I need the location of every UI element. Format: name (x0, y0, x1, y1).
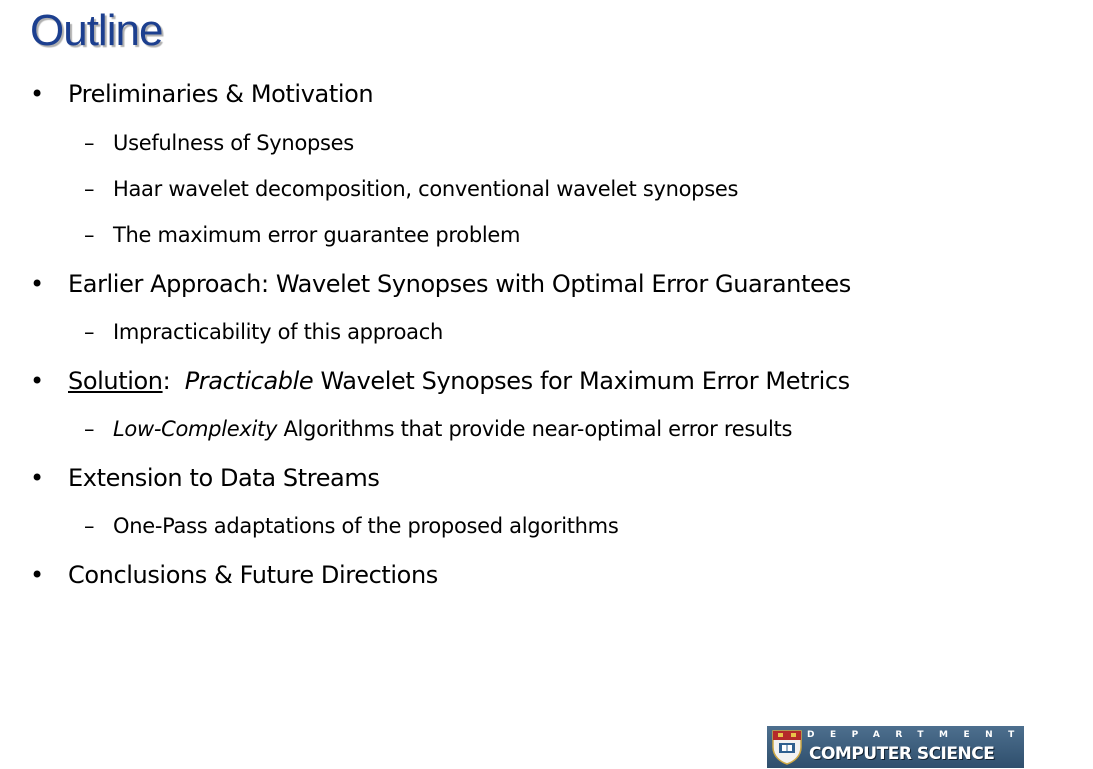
bullet-text-rest: Wavelet Synopses for Maximum Error Metrics (313, 367, 850, 395)
bullet-marker: • (30, 80, 44, 108)
sub-bullet-text-rest: Algorithms that provide near-optimal error results (277, 417, 793, 441)
bullet-text: Extension to Data Streams (68, 464, 380, 492)
sub-bullet-text: One-Pass adaptations of the proposed algorithms (113, 514, 619, 538)
sub-bullet-text (113, 417, 792, 441)
sub-bullet-text: Usefulness of Synopses (113, 131, 354, 155)
colon: : (162, 367, 171, 395)
bullet-text: Earlier Approach: Wavelet Synopses with Optimal Error Guarantees (68, 270, 851, 298)
bullet-marker: • (30, 270, 44, 298)
low-complexity-word: Low-Complexity (113, 417, 278, 441)
department-logo (767, 726, 1093, 768)
bullet-marker: • (30, 464, 44, 492)
sub-bullet-text: The maximum error guarantee problem (113, 223, 521, 247)
bullet-marker: • (30, 367, 44, 395)
university-crest-icon (771, 729, 803, 769)
department-label: DEPARTMENT OF (807, 730, 1093, 740)
sub-bullet-text: Impracticability of this approach (113, 320, 443, 344)
bullet-marker: • (30, 561, 44, 589)
bullet-text: Preliminaries & Motivation (68, 80, 374, 108)
sub-bullet-text: Haar wavelet decomposition, conventional wavelet synopses (113, 177, 739, 201)
solution-word: Solution (68, 367, 163, 395)
sub-bullet-marker: – (84, 417, 95, 441)
sub-bullet-marker: – (84, 177, 95, 201)
slide-title: Outline (30, 6, 163, 55)
bullet-text (68, 367, 850, 395)
sub-bullet-marker: – (84, 223, 95, 247)
sub-bullet-marker: – (84, 131, 95, 155)
sub-bullet-marker: – (84, 320, 95, 344)
computer-science-label: COMPUTER SCIENCE (809, 744, 995, 764)
practicable-word: Practicable (184, 367, 314, 395)
sub-bullet-marker: – (84, 514, 95, 538)
bullet-text: Conclusions & Future Directions (68, 561, 438, 589)
